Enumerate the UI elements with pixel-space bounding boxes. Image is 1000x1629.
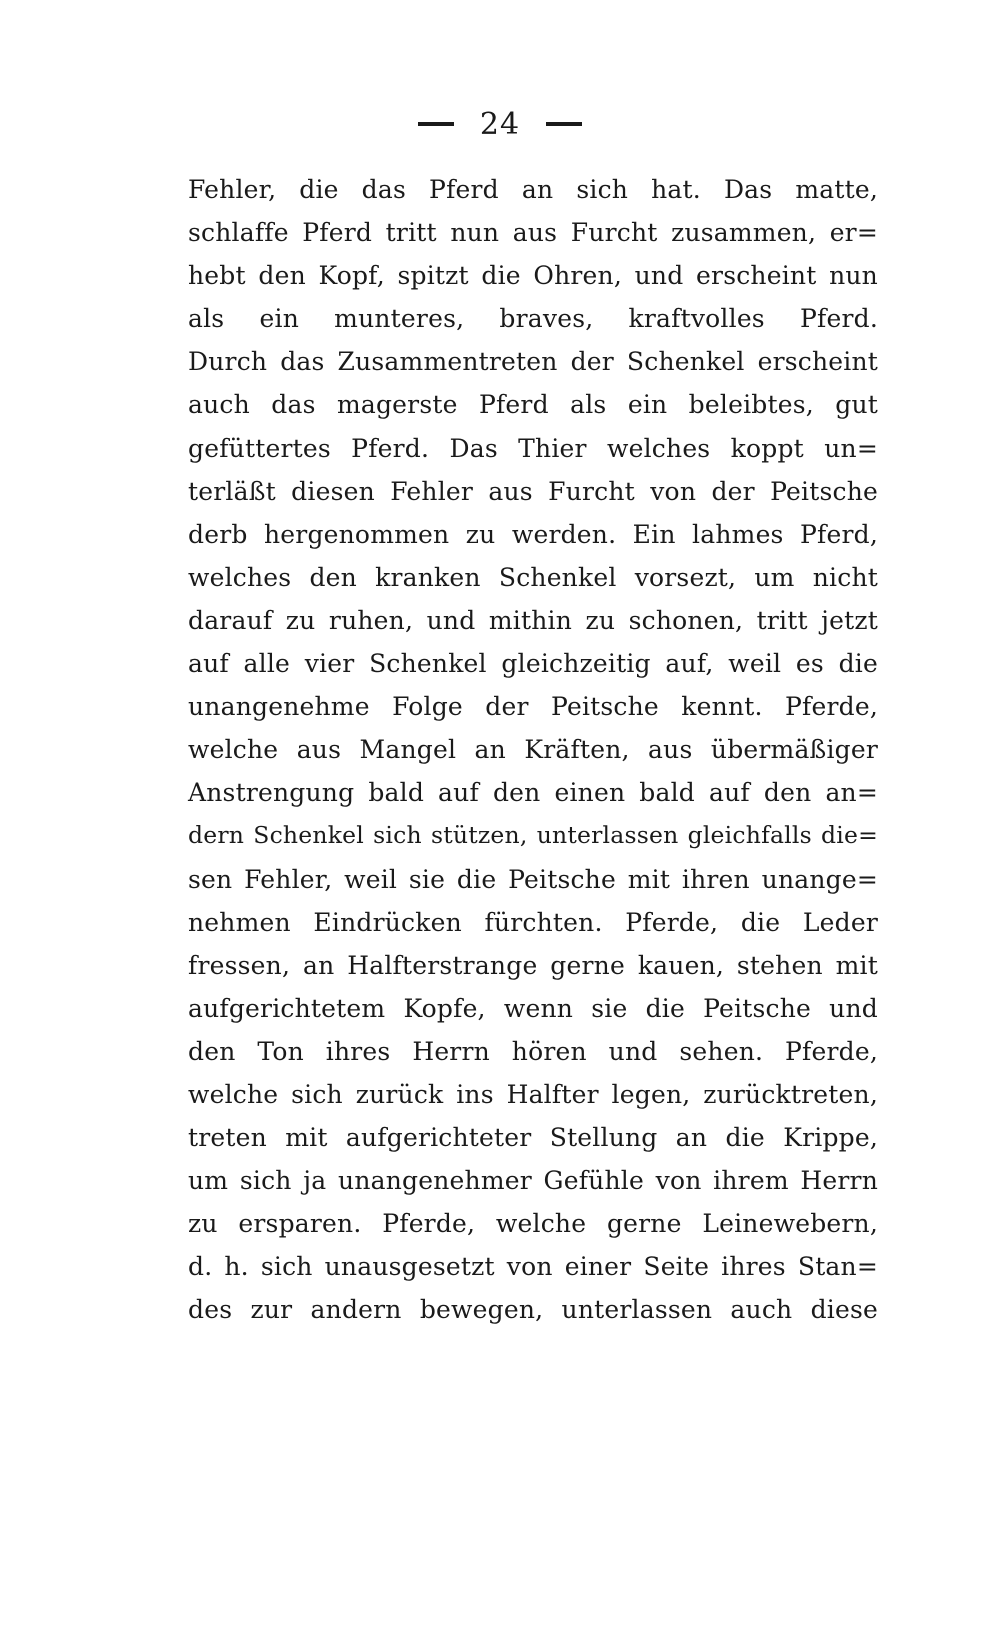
text-line: auf alle vier Schenkel gleichzeitig auf, weil es die: [188, 649, 878, 679]
text-line: welche sich zurück ins Halfter legen, zurücktreten,: [188, 1079, 878, 1109]
text-line: Durch das Zusammentreten der Schenkel erscheint: [188, 347, 878, 377]
text-line: hebt den Kopf, spitzt die Ohren, und erscheint nun: [188, 261, 878, 291]
text-line: fressen, an Halfterstrange gerne kauen, stehen mit: [188, 950, 878, 980]
text-line: gefüttertes Pferd. Das Thier welches koppt un=: [188, 433, 878, 463]
page-header: [0, 104, 1000, 144]
text-line: darauf zu ruhen, und mithin zu schonen, tritt jetzt: [188, 605, 878, 635]
text-line: den Ton ihres Herrn hören und sehen. Pferde,: [188, 1036, 878, 1066]
text-line: zu ersparen. Pferde, welche gerne Leinewebern,: [188, 1209, 878, 1239]
text-line: dern Schenkel sich stützen, unterlassen gleichfalls die=: [188, 821, 878, 850]
text-line: welches den kranken Schenkel vorsezt, um nicht: [188, 562, 878, 592]
text-line: aufgerichtetem Kopfe, wenn sie die Peitsche und: [188, 993, 878, 1023]
text-line: welche aus Mangel an Kräften, aus übermäßiger: [188, 735, 878, 765]
text-line: d. h. sich unausgesetzt von einer Seite ihres Stan=: [188, 1252, 878, 1282]
page-number: 24: [479, 106, 521, 142]
text-line: Fehler, die das Pferd an sich hat. Das matte,: [188, 175, 878, 204]
header-dash-right: [546, 122, 582, 126]
text-line: nehmen Eindrücken fürchten. Pferde, die Leder: [188, 907, 878, 937]
text-line: derb hergenommen zu werden. Ein lahmes Pferd,: [188, 519, 878, 549]
text-line: terläßt diesen Fehler aus Furcht von der Peitsche: [188, 476, 878, 506]
body-text: [188, 168, 878, 1332]
text-line: des zur andern bewegen, unterlassen auch diese: [188, 1295, 878, 1325]
text-line: auch das magerste Pferd als ein beleibtes, gut: [188, 390, 878, 420]
text-line: als ein munteres, braves, kraftvolles Pferd.: [188, 304, 878, 334]
text-line: sen Fehler, weil sie die Peitsche mit ihren unange=: [188, 864, 878, 894]
text-line: schlaffe Pferd tritt nun aus Furcht zusammen, er=: [188, 218, 878, 248]
text-line: unangenehme Folge der Peitsche kennt. Pferde,: [188, 692, 878, 722]
text-line: treten mit aufgerichteter Stellung an die Krippe,: [188, 1123, 878, 1153]
header-dash-left: [418, 122, 454, 126]
text-line: Anstrengung bald auf den einen bald auf den an=: [188, 778, 878, 808]
text-line: um sich ja unangenehmer Gefühle von ihrem Herrn: [188, 1166, 878, 1196]
